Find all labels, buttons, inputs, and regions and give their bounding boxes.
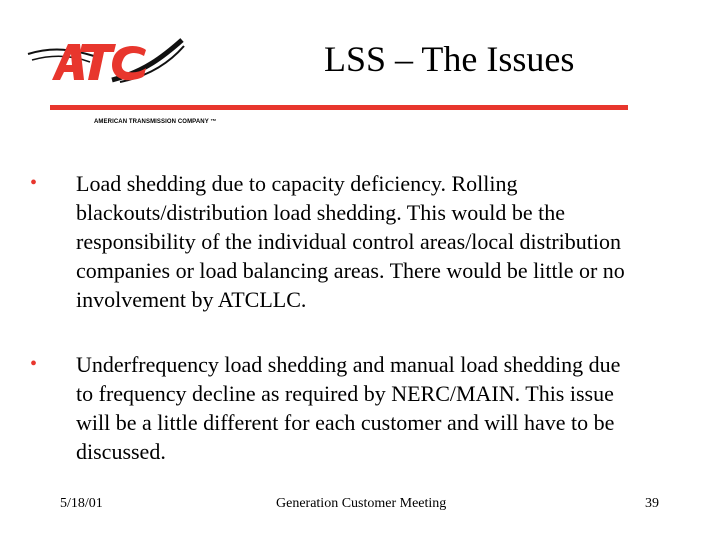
- bullet-marker: •: [30, 353, 38, 375]
- atc-logo-mark: [24, 36, 234, 98]
- bullet-text: Load shedding due to capacity deficiency. Rolling blackouts/distribution load shedding. This would be the responsibility of the individual control areas/local distribution companies or load balancing areas. There would be little or no involvement by ATCLLC.: [76, 171, 625, 312]
- bullet-marker: •: [30, 172, 38, 194]
- title-underline: [50, 105, 628, 110]
- bullet-text: Underfrequency load shedding and manual load shedding due to frequency decline as required by NERC/MAIN. This issue will be a little different for each customer and will have to be discussed.: [76, 352, 621, 464]
- footer-date: 5/18/01: [60, 496, 103, 511]
- atc-logo: [24, 36, 234, 125]
- footer-event: Generation Customer Meeting: [276, 496, 447, 511]
- logo-tagline: AMERICAN TRANSMISSION COMPANY ™: [94, 119, 217, 125]
- slide-title: LSS – The Issues: [324, 39, 575, 79]
- page-number: 39: [645, 496, 659, 511]
